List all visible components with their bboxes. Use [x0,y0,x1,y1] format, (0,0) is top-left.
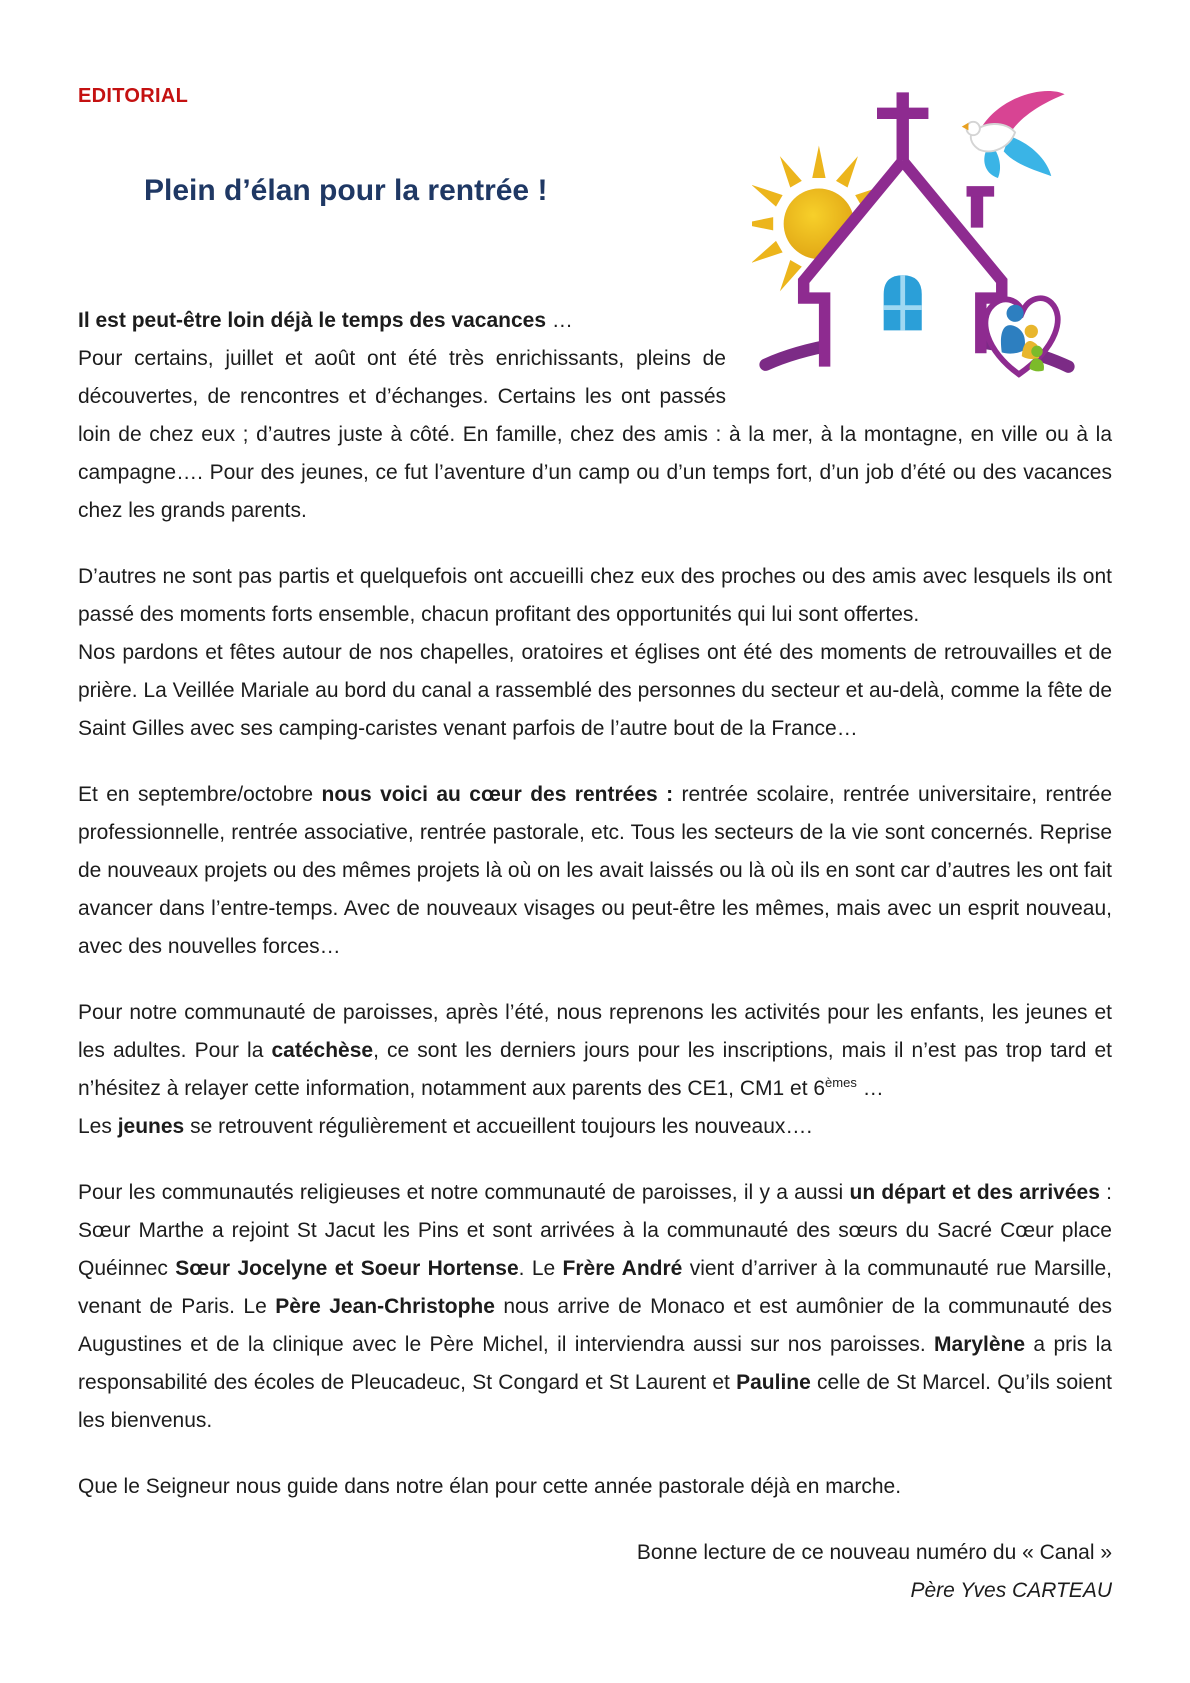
paragraph: Pour notre communauté de paroisses, après l’été, nous reprenons les activités pour les enfants, les jeunes et les adultes. Pour la catéchèse, ce sont les derniers jours pour les inscriptions, mais il n’est pas trop tard et n’hésitez à relayer cette information, notamment aux parents des CE1, CM1 et 6èmes … [78,1001,1113,1100]
paragraph: Que le Seigneur nous guide dans notre élan pour cette année pastorale déjà en marche. [78,1475,902,1498]
paragraph-lead: Il est peut-être loin déjà le temps des vacances … [78,309,573,332]
paragraph: Nos pardons et fêtes autour de nos chapelles, oratoires et églises ont été des moments de retrouvailles et de prière. La Veillée Mariale au bord du canal a rassemblé des personnes du secteur et au-delà, comme la fête de Saint Gilles avec ses camping-caristes venant parfois de l’autre bout de la France… [78,641,1112,740]
paragraph: Et en septembre/octobre nous voici au cœur des rentrées : rentrée scolaire, rentrée universitaire, rentrée professionnelle, rentrée associative, rentrée pastorale, etc. Tous les secteurs de la vie sont concernés. Reprise de nouveaux projets ou des mêmes projets là où on les avait laissés ou là où ils en sont car d’autres les ont fait avancer dans l’entre-temps. Avec de nouveaux visages ou peut-être les mêmes, mais avec un esprit nouveau, avec des nouvelles forces… [78,783,1113,958]
kicker: EDITORIAL [78,85,189,107]
dove-icon [962,91,1065,178]
closing-line: Bonne lecture de ce nouveau numéro du « Canal » [636,1541,1112,1564]
paragraph: Pour les communautés religieuses et notre communauté de paroisses, il y a aussi un départ et des arrivées : Sœur Marthe a rejoint St Jacut les Pins et sont arrivées à la communauté des sœurs du Sacré Cœur place Quéinnec Sœur Jocelyne et Soeur Hortense. Le Frère André vient d’arriver à la communauté rue Marsille, venant de Paris. Le Père Jean-Christophe nous arrive de Monaco et est aumônier de la communauté des Augustines et de la clinique avec le Père Michel, il interviendra aussi sur nos paroisses. Marylène a pris la responsabilité des écoles de Pleucadeuc, St Congard et St Laurent et Pauline celle de St Marcel. Qu’ils soient les bienvenus. [78,1181,1113,1432]
article-title: Plein d’élan pour la rentrée ! [144,174,548,207]
paragraph: Les jeunes se retrouvent régulièrement et accueillent toujours les nouveaux…. [78,1115,813,1138]
paragraph: D’autres ne sont pas partis et quelquefois ont accueilli chez eux des proches ou des amis avec lesquels ils ont passé des moments forts ensemble, chacun profitant des opportunités qui lui sont offertes. [78,565,1112,626]
church-family-illustration [752,79,1082,379]
signature: Père Yves CARTEAU [910,1579,1112,1602]
church-window [884,275,922,330]
paragraph: Pour certains, juillet et août ont été très enrichissants, pleins de découvertes, de rencontres et d’échanges. Certains les ont passés loin de chez eux ; d’autres juste à côté. En famille, chez des amis : à la mer, à la montagne, en ville ou à la campagne…. Pour des jeunes, ce fut l’aventure d’un camp ou d’un temps fort, d’un job d’été ou des vacances chez les grands parents. [78,347,1112,522]
article-body [78,302,1112,1610]
